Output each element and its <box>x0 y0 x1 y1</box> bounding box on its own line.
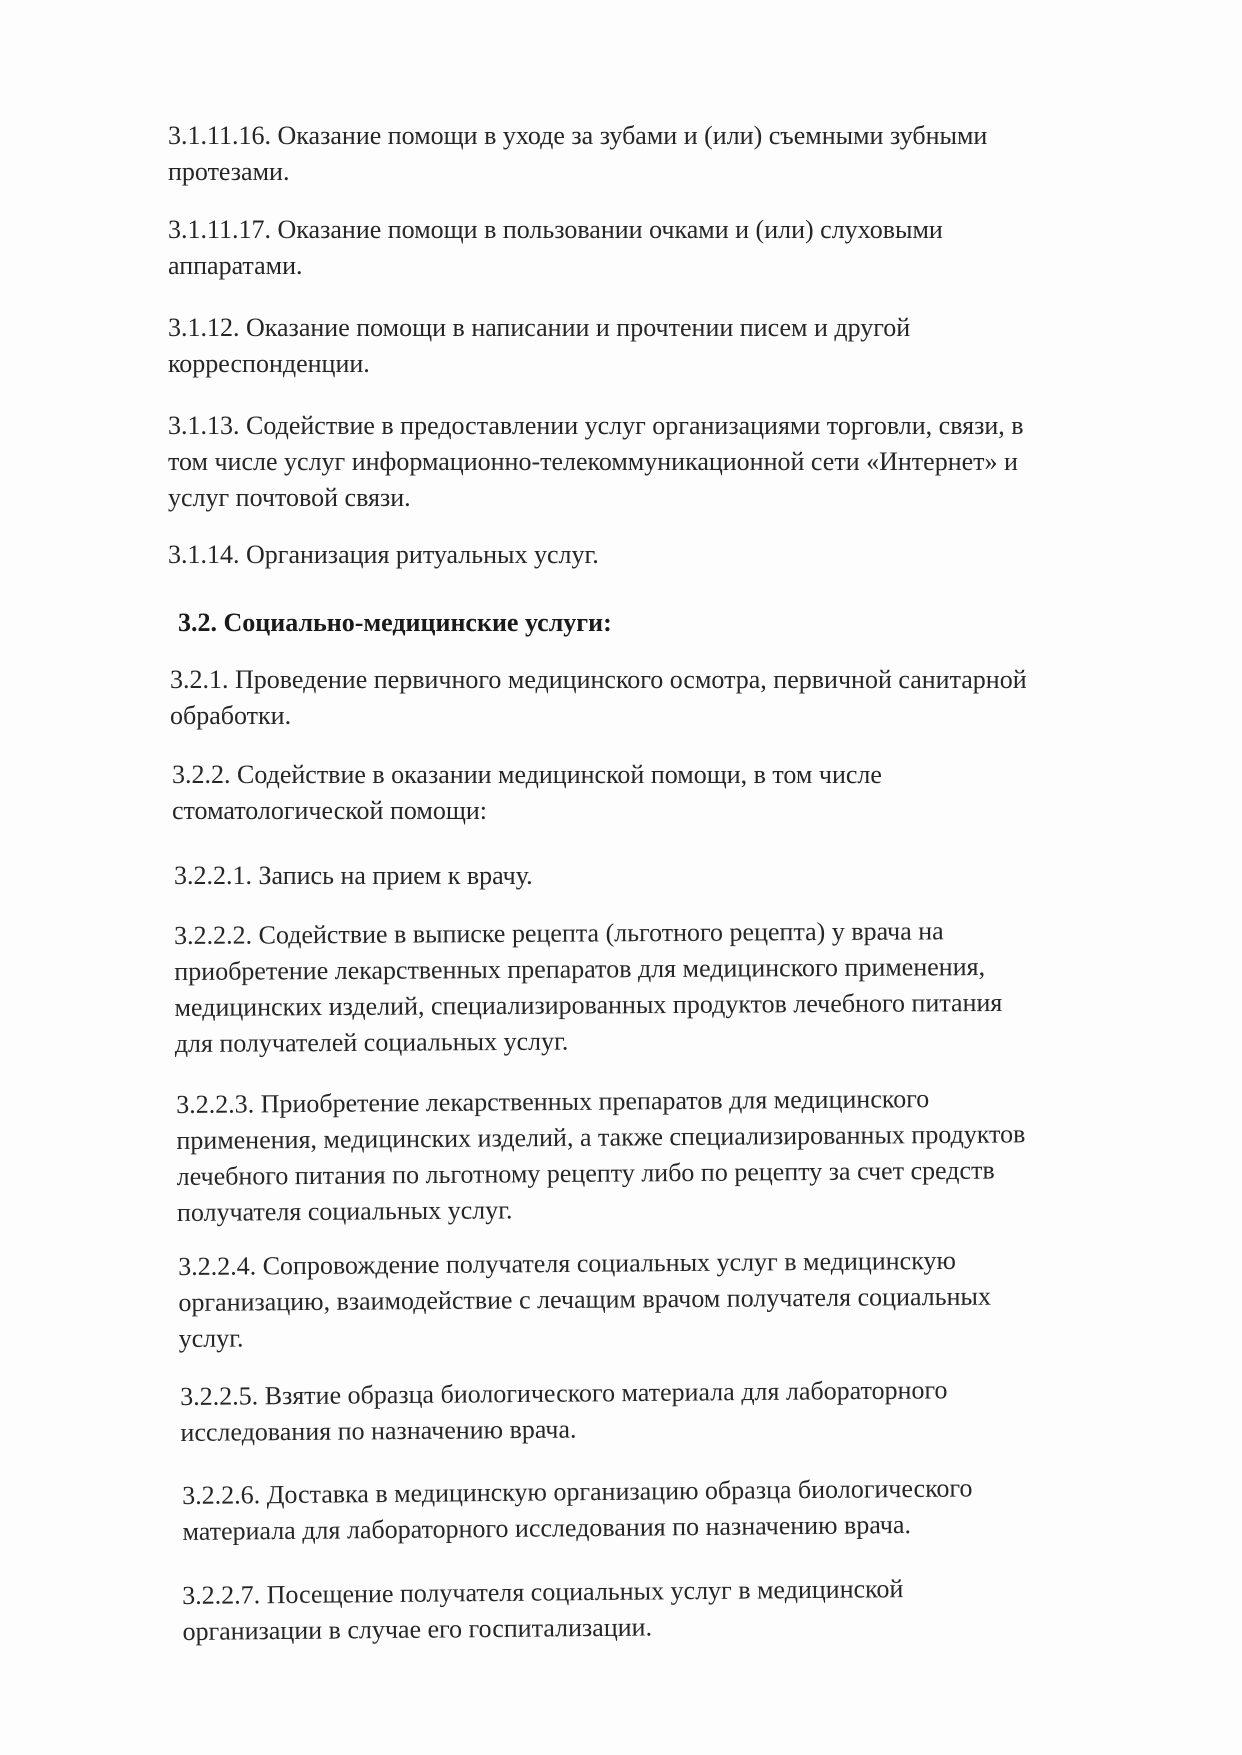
paragraph-3-1-11-17: 3.1.11.17. Оказание помощи в пользовании очками и (или) слуховыми аппаратами. <box>168 215 943 280</box>
paragraph-3-1-12: 3.1.12. Оказание помощи в написании и прочтении писем и другой корреспонденции. <box>168 313 911 378</box>
paragraph-3-2-2-7: 3.2.2.7. Посещение получателя социальных услуг в медицинской организации в случае его госпитализации. <box>182 1574 904 1646</box>
paragraph-3-2-2-1: 3.2.2.1. Запись на прием к врачу. <box>174 861 533 890</box>
paragraph-3-2-2-3: 3.2.2.3. Приобретение лекарственных препаратов для медицинского применения, медицинских изделий, а также специализированных продуктов лечебного питания по льготному рецепту либо по рецепту за счет средств получателя социальных услуг. <box>176 1084 1026 1227</box>
paragraph-3-1-11-16: 3.1.11.16. Оказание помощи в уходе за зубами и (или) съемными зубными протезами. <box>168 121 988 186</box>
paragraph-3-1-14: 3.1.14. Организация ритуальных услуг. <box>168 540 599 569</box>
paragraph-3-2-2-4: 3.2.2.4. Сопровождение получателя социальных услуг в медицинскую организацию, взаимодействие с лечащим врачом получателя социальных услуг. <box>178 1245 992 1353</box>
paragraph-3-1-13: 3.1.13. Содействие в предоставлении услуг организациями торговли, связи, в том числе услуг информационно-телекоммуникационной сети «Интернет» и услуг почтовой связи. <box>168 411 1024 512</box>
paragraph-3-2-2-5: 3.2.2.5. Взятие образца биологического материала для лабораторного исследования по назначению врача. <box>180 1375 948 1447</box>
paragraph-3-2-2-2: 3.2.2.2. Содействие в выписке рецепта (льготного рецепта) у врача на приобретение лекарственных препаратов для медицинского применения, медицинских изделий, специализированных продуктов лечебного питания для получателей социальных услуг. <box>174 916 1003 1058</box>
section-heading-3-2: 3.2. Социально-медицинские услуги: <box>178 608 612 637</box>
paragraph-3-2-2: 3.2.2. Содействие в оказании медицинской помощи, в том числе стоматологической помощи: <box>172 760 882 825</box>
paragraph-3-2-1: 3.2.1. Проведение первичного медицинского осмотра, первичной санитарной обработки. <box>170 665 1027 730</box>
paragraph-3-2-2-6: 3.2.2.6. Доставка в медицинскую организацию образца биологического материала для лабораторного исследования по назначению врача. <box>182 1473 973 1546</box>
